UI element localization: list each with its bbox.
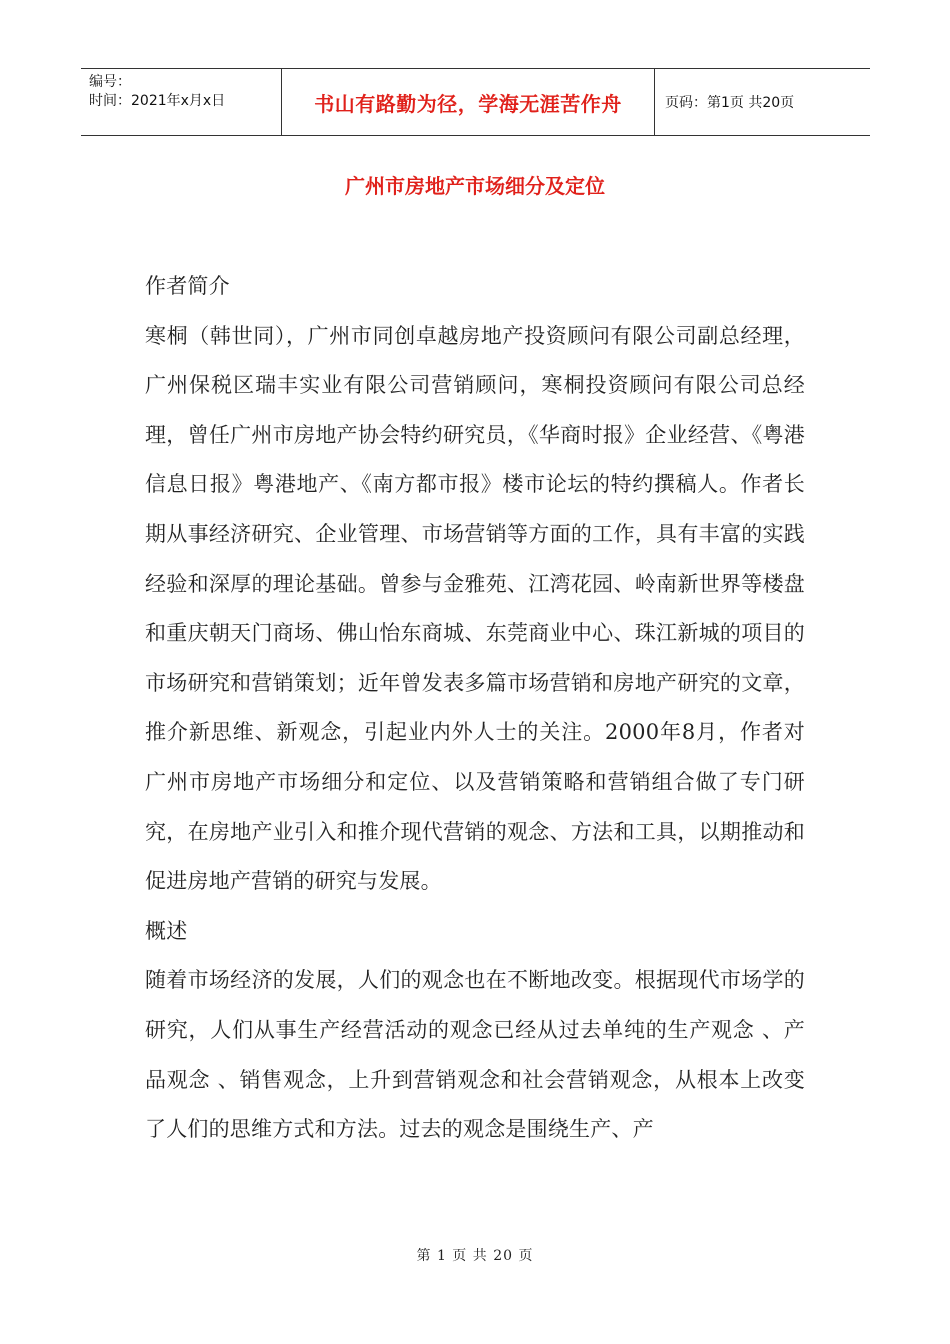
- paragraph-overview: 随着市场经济的发展，人们的观念也在不断地改变。根据现代市场学的研究，人们从事生产经营活动的观念已经从过去单纯的生产观念 、产品观念 、销售观念，上升到营销观念和社会营销观念，从根本上改变了人们的思维方式和方法。过去的观念是围绕生产、产: [145, 968, 805, 1142]
- document-body: [145, 262, 805, 1155]
- document-date: 时间：2021年x月x日: [89, 93, 226, 109]
- header-motto: 书山有路勤为径，学海无涯苦作舟: [314, 91, 622, 116]
- header-meta-cell: [81, 69, 282, 135]
- header-motto-cell: [282, 69, 655, 135]
- paragraph-author-bio: 寒桐（韩世同），广州市同创卓越房地产投资顾问有限公司副总经理，广州保税区瑞丰实业有限公司营销顾问，寒桐投资顾问有限公司总经理，曾任广州市房地产协会特约研究员，《华商时报》企业经营、《粤港信息日报》粤港地产、《南方都市报》楼市论坛的特约撰稿人。作者长期从事经济研究、企业管理、市场营销等方面的工作，具有丰富的实践经验和深厚的理论基础。曾参与金雅苑、江湾花园、岭南新世界等楼盘和重庆朝天门商场、佛山怡东商城、东莞商业中心、珠江新城的项目的市场研究和营销策划；近年曾发表多篇市场营销和房地产研究的文章，推介新思维、新观念，引起业内外人士的关注。2000年8月，作者对广州市房地产市场细分和定位、以及营销策略和营销组合做了专门研究，在房地产业引入和推介现代营销的观念、方法和工具，以期推动和促进房地产营销的研究与发展。: [145, 323, 805, 894]
- document-number-label: 编号：: [89, 74, 131, 90]
- section-heading-overview: 概述: [145, 918, 188, 943]
- section-heading-author: 作者简介: [145, 274, 230, 298]
- header-page-info: 页码：第1页 共20页: [665, 95, 795, 111]
- header-page-cell: [655, 69, 870, 135]
- document-title: 广州市房地产市场细分及定位: [345, 174, 605, 198]
- page-header-table: [81, 68, 870, 136]
- page-footer: 第 1 页 共 20 页: [416, 1248, 534, 1264]
